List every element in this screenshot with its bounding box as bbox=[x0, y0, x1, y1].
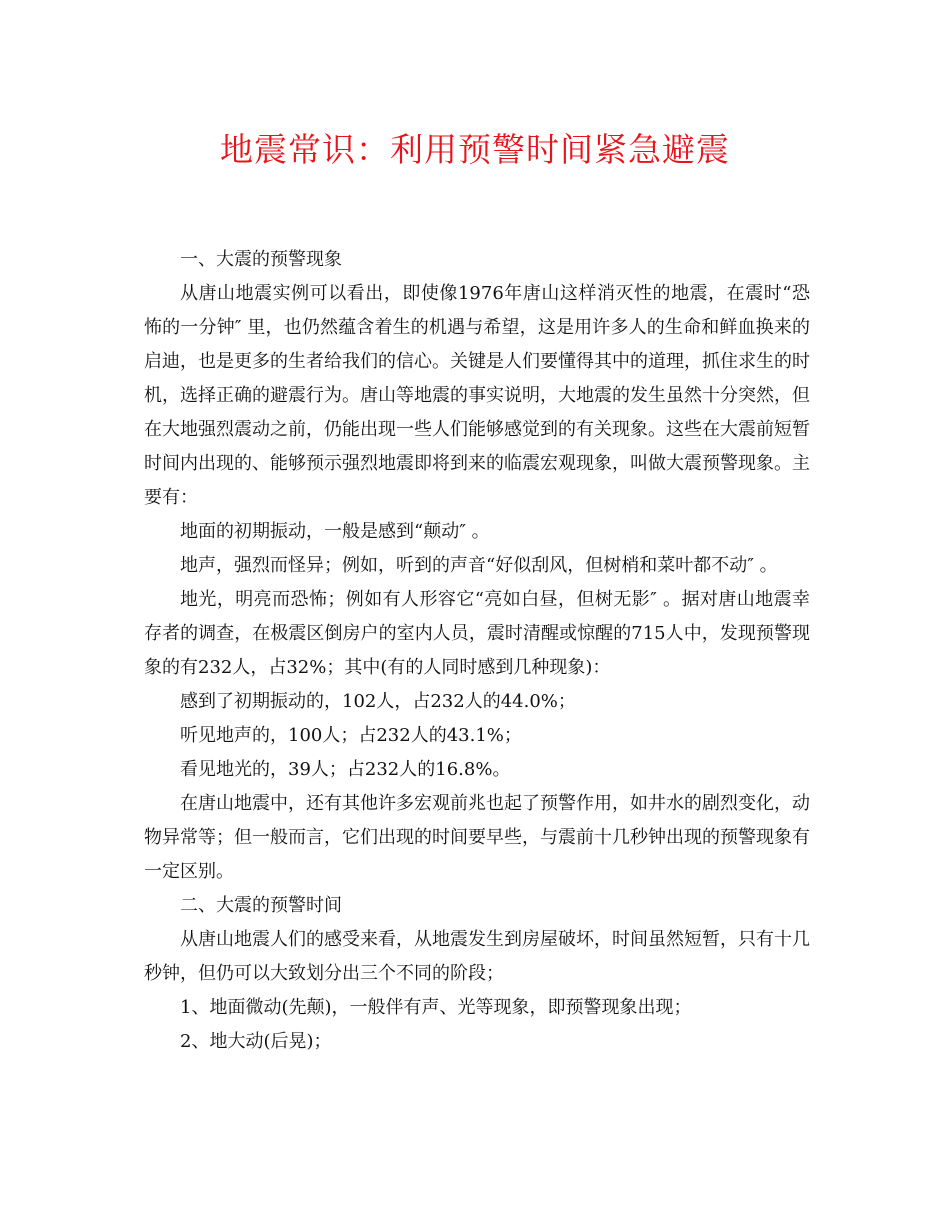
stat-sound: 听见地声的，100人；占232人的43.1%； bbox=[180, 725, 522, 746]
paragraph-ground-sound: 地声，强烈而怪异；例如，听到的声音“好似刮风，但树梢和菜叶都不动″ 。 bbox=[180, 555, 778, 576]
stat-vibration: 感到了初期振动的，102人，占232人的44.0%； bbox=[180, 691, 576, 712]
stat-light: 看见地光的，39人；占232人的16.8%。 bbox=[180, 759, 511, 780]
stage-two: 2、地大动(后晃)； bbox=[180, 1031, 332, 1052]
paragraph-tangshan-intro: 从唐山地震实例可以看出，即使像1976年唐山这样消灭性的地震，在震时“恐怖的一分钟″ 里，也仍然蕴含着生的机遇与希望，这是用许多人的生命和鲜血换来的启迪，也是更多的生者给我们的信心。关键是人们要懂得其中的道理，抓住求生的时机，选择正确的避震行为。唐山等地震的事实说明，大地震的发生虽然十分突然，但在大地强烈震动之前，仍能出现一些人们能够感觉到的有关现象。这些在大震前短暂时间内出现的、能够预示强烈地震即将到来的临震宏观现象，叫做大震预警现象。主要有： bbox=[144, 283, 810, 508]
paragraph-three-stages: 从唐山地震人们的感受来看，从地震发生到房屋破坏，时间虽然短暂，只有十几秒钟，但仍可以大致划分出三个不同的阶段； bbox=[144, 929, 810, 984]
document-body bbox=[144, 243, 810, 1059]
paragraph-ground-light: 地光，明亮而恐怖；例如有人形容它“亮如白昼，但树无影″ 。据对唐山地震幸存者的调查，在极震区倒房户的室内人员，震时清醒或惊醒的715人中，发现预警现象的有232人，占32%；其中(有的人同时感到几种现象)： bbox=[144, 589, 810, 678]
paragraph-other-precursors: 在唐山地震中，还有其他许多宏观前兆也起了预警作用，如井水的剧烈变化，动物异常等；但一般而言，它们出现的时间要早些，与震前十几秒钟出现的预警现象有一定区别。 bbox=[144, 793, 810, 882]
paragraph-ground-vibration: 地面的初期振动，一般是感到“颠动″ 。 bbox=[180, 521, 490, 542]
heading-warning-time: 二、大震的预警时间 bbox=[180, 895, 342, 916]
document-title: 地震常识：利用预警时间紧急避震 bbox=[220, 130, 730, 169]
heading-warning-phenomena: 一、大震的预警现象 bbox=[180, 249, 342, 270]
stage-one: 1、地面微动(先颠)，一般伴有声、光等现象，即预警现象出现； bbox=[180, 997, 692, 1018]
